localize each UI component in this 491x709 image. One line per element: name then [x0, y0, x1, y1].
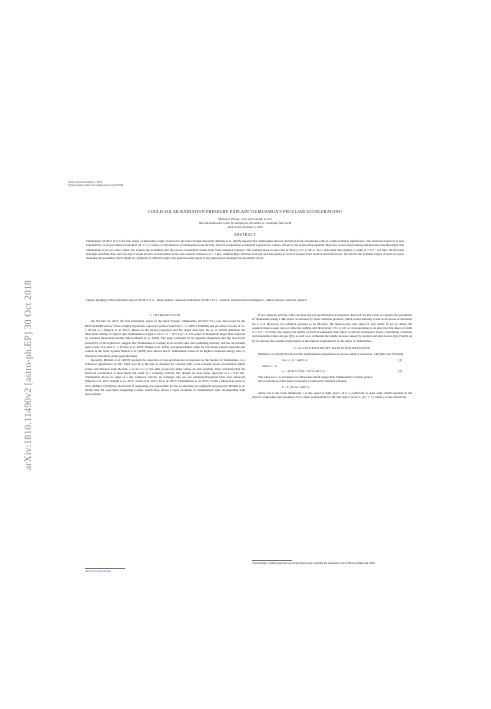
draft-line-2: Typeset using LaTeX twocolumn style in AASTeX62: [68, 184, 124, 188]
equation-3-body: F = C_R L⊙ / (4πr²c) ,: [282, 384, 311, 389]
right-paragraph-5: where L⊙ is the Solar luminosity, c is the speed of light, and C_R is a coefficient of order unity which depends on the object's composition and geometry. For a sheet perpendicular to the Sun-object vector C_R = 1 + ε where ε is the reflectivity.: [252, 390, 412, 399]
subject-headings: Subject headings: ISM: individual objects (1I/2017 U1) – minor planets, asteroids: individual (1I/2017 U1) – General: extraterrestrial intelligence – Minor planets, asteroids: general: [86, 298, 307, 302]
right-footnote: ¹ Interestingly, a similar approach was adopted historically regarding the anomalous orbit of Phobos (Shklovskii 1962).: [252, 562, 376, 565]
abstract-text: 'Oumuamua (1I/2017 U1) is the first object of interstellar origin observed in the Solar System. Recently, Micheli et al. (2018) reported that 'Oumuamua showed deviations from a Keplerian orbit at a high statistical significance. The observed trajectory is best explained by an excess radial acceleration Δa ∝ r^-2, where r is the distance of 'Oumuamua from the Sun. Such an acceleration is naturally expected for comets, driven by the evaporating material. However, recent observational and theoretical studies imply that 'Oumuamua is not an active comet. We explore the possibility that the excess acceleration results from Solar radiation pressure. The required mass-to-area ratio is (m/A) ≈ 0.1 g cm^-2. For a thin sheet this requires a width of ≈ 0.3 − 0.9 mm. We find that although extremely thin, such an object would survive an interstellar travel over Galactic distances of ~ 5 kpc, withstanding collisions with gas and dust-grains as well as stresses from rotation and tidal forces. We discuss the possible origins of such an object including the possibility that it might be a lightsail of artificial origin. Our general results apply to any light probes designed for interstellar travel.: [86, 239, 404, 260]
right-paragraph-1: If not cometary activity, what can drive the non-gravitational acceleration observed? In this Letter we explore the possibility of 'Oumuamua being a thin object accelerated by Solar radiation pressure, which would naturally result in an excess acceleration Δa ∝ r^-2. However, for radiation pressure to be effective, the mass-to-area ratio must be very small. In §2 we derive the required mass-to-area ratio (or effective width), and find (m/A) ≈ 0.1 g cm^-2, corresponding to an effective thin sheet of width w ≈ 0.3 − 0.9 mm. We explore the ability of such an unusually thin object to survive interstellar travel, considering collisions with interstellar dust and gas (§3), as well as to withstand the tensile stresses caused by rotation and tidal forces (§4). Finally, in §5 we discuss the possible implications of the unusual requirements on the shape of 'Oumuamua.: [252, 313, 412, 343]
equation-2: [252, 368, 412, 375]
section-heading-introduction: 1. INTRODUCTION: [149, 313, 181, 317]
right-paragraph-2: Micheli et al. (2018) had shown that 'Oumuamua's experiences an excess radial acceleration, with their best fit model: [258, 352, 404, 357]
email-footnote[interactable]: sbialy@cfa.harvard.edu: [85, 570, 111, 573]
equation-1-number: (1): [398, 357, 402, 362]
draft-header: [68, 181, 123, 187]
equation-1: [252, 357, 412, 364]
footnote-divider: [85, 568, 125, 569]
intro-paragraph-1: On October 19, 2017, the first interstellar object in the Solar System, 'Oumuamua (1I/2017 U1), was discovered by the PAN-STARRS survey. It has a highly hyperbolic trajectory (with eccentricity e = 1.1956 ± 0.00006) and pre-entry velocity of v∞ ≈ 26 km s^-1 (Meech et al. 2017). Based on the survey properties and the single detection, Do et al. (2018) estimated the interstellar density of objects like 'Oumuamua is larger to be n ≈ 2 × 10^15 pc^-3, 2-8 orders of magnitude larger than expected by previous theoretical models (Moro-Martín et al. 2009). The large variations in its apparent magnitude and the non-trivial periodicity of the lightcurve, suggest that 'Oumuamua is rotating in an excited spin state (tumbling motion), and has an extreme aspect ratio of at least 5 : 1 (Fraser et al. 2018; Drahus et al. 2018), an unprecedented value for previously known asteroids and comets in the Solar System. Belton et al. (2018) have shown that if 'Oumuamua rotates in its highest rotational energy state, it should be extremely oblate (pancake-like).: [85, 319, 245, 358]
authors: Shmuel Bialy and Abraham Loeb: [217, 217, 273, 221]
right-column: [252, 313, 412, 399]
left-column: [85, 313, 245, 397]
equation-3: [252, 384, 412, 391]
draft-line-1: Draft version November 1, 2018: [68, 181, 102, 184]
section-heading-radiation: 2. ACCELERATION BY RADIATION PRESSURE: [293, 346, 371, 351]
right-paragraph-3: The value for a₁ is averaged over timescales much longer than 'Oumuamua's rotation period.: [258, 374, 373, 379]
right-paragraph-4: An acceleration of this form is naturally produced by radiation pressure,: [258, 379, 348, 384]
affiliation: Harvard-Smithsonian Center for Astrophysics, 60 Garden st., Cambridge, MA, 02138: [198, 222, 292, 225]
right-footnote-divider: [252, 560, 292, 561]
paper-title: COULD SOLAR RADIATION PRESSURE EXPLAIN 'OUMUAMUA'S PECULIAR ACCELERATION?: [147, 209, 343, 214]
arxiv-identifier: arXiv:1810.11490v2 [astro-ph.EP] 30 Oct 2018: [24, 280, 34, 470]
draft-version: Draft version November 1, 2018: [227, 226, 263, 229]
equation-1-body: Δa = a₁ (r / 1AU)^-2: [282, 357, 308, 362]
equation-1-condition: with α = −2,: [262, 363, 278, 368]
equation-2-body: a₁ = (4.92 ± 0.16) × 10^-4 cm s^-2 .: [282, 368, 327, 373]
intro-paragraph-2: Recently, Micheli et al. (2018) reported the detection of non-gravitational acceleration in the motion of 'Oumuamua, at a statistical significance of 30σ. Their best fit to the data is obtained for a model with a non-constant excess acceleration which scales with distance from the Sun, r, as Δa ∝ r^-2, but other power-law index values are also possible. They concluded that the observed acceleration is most likely the result of a cometary activity. Yet, despite its close Solar approach of r = 0.25 AU, 'Oumuamua shows no signs of a any cometary activity, no cometary tail, nor gas emission/absorption lines were observed (Meech et al. 2017; Knight et al. 2017; Jewitt et al. 2017; Ye et al. 2017; Fitzsimmons et al. 2017). From a theoretical point of view, Rafikov (2018) has shown that if outgassing was responsible for the acceleration (as originally proposed by Micheli et al. 2018), then the associated outgassing torques would have driven a rapid evolution in 'Oumuamua's spin, incompatible with observations.: [85, 357, 245, 397]
equation-2-number: (2): [398, 368, 402, 373]
abstract-heading: ABSTRACT: [234, 233, 256, 237]
